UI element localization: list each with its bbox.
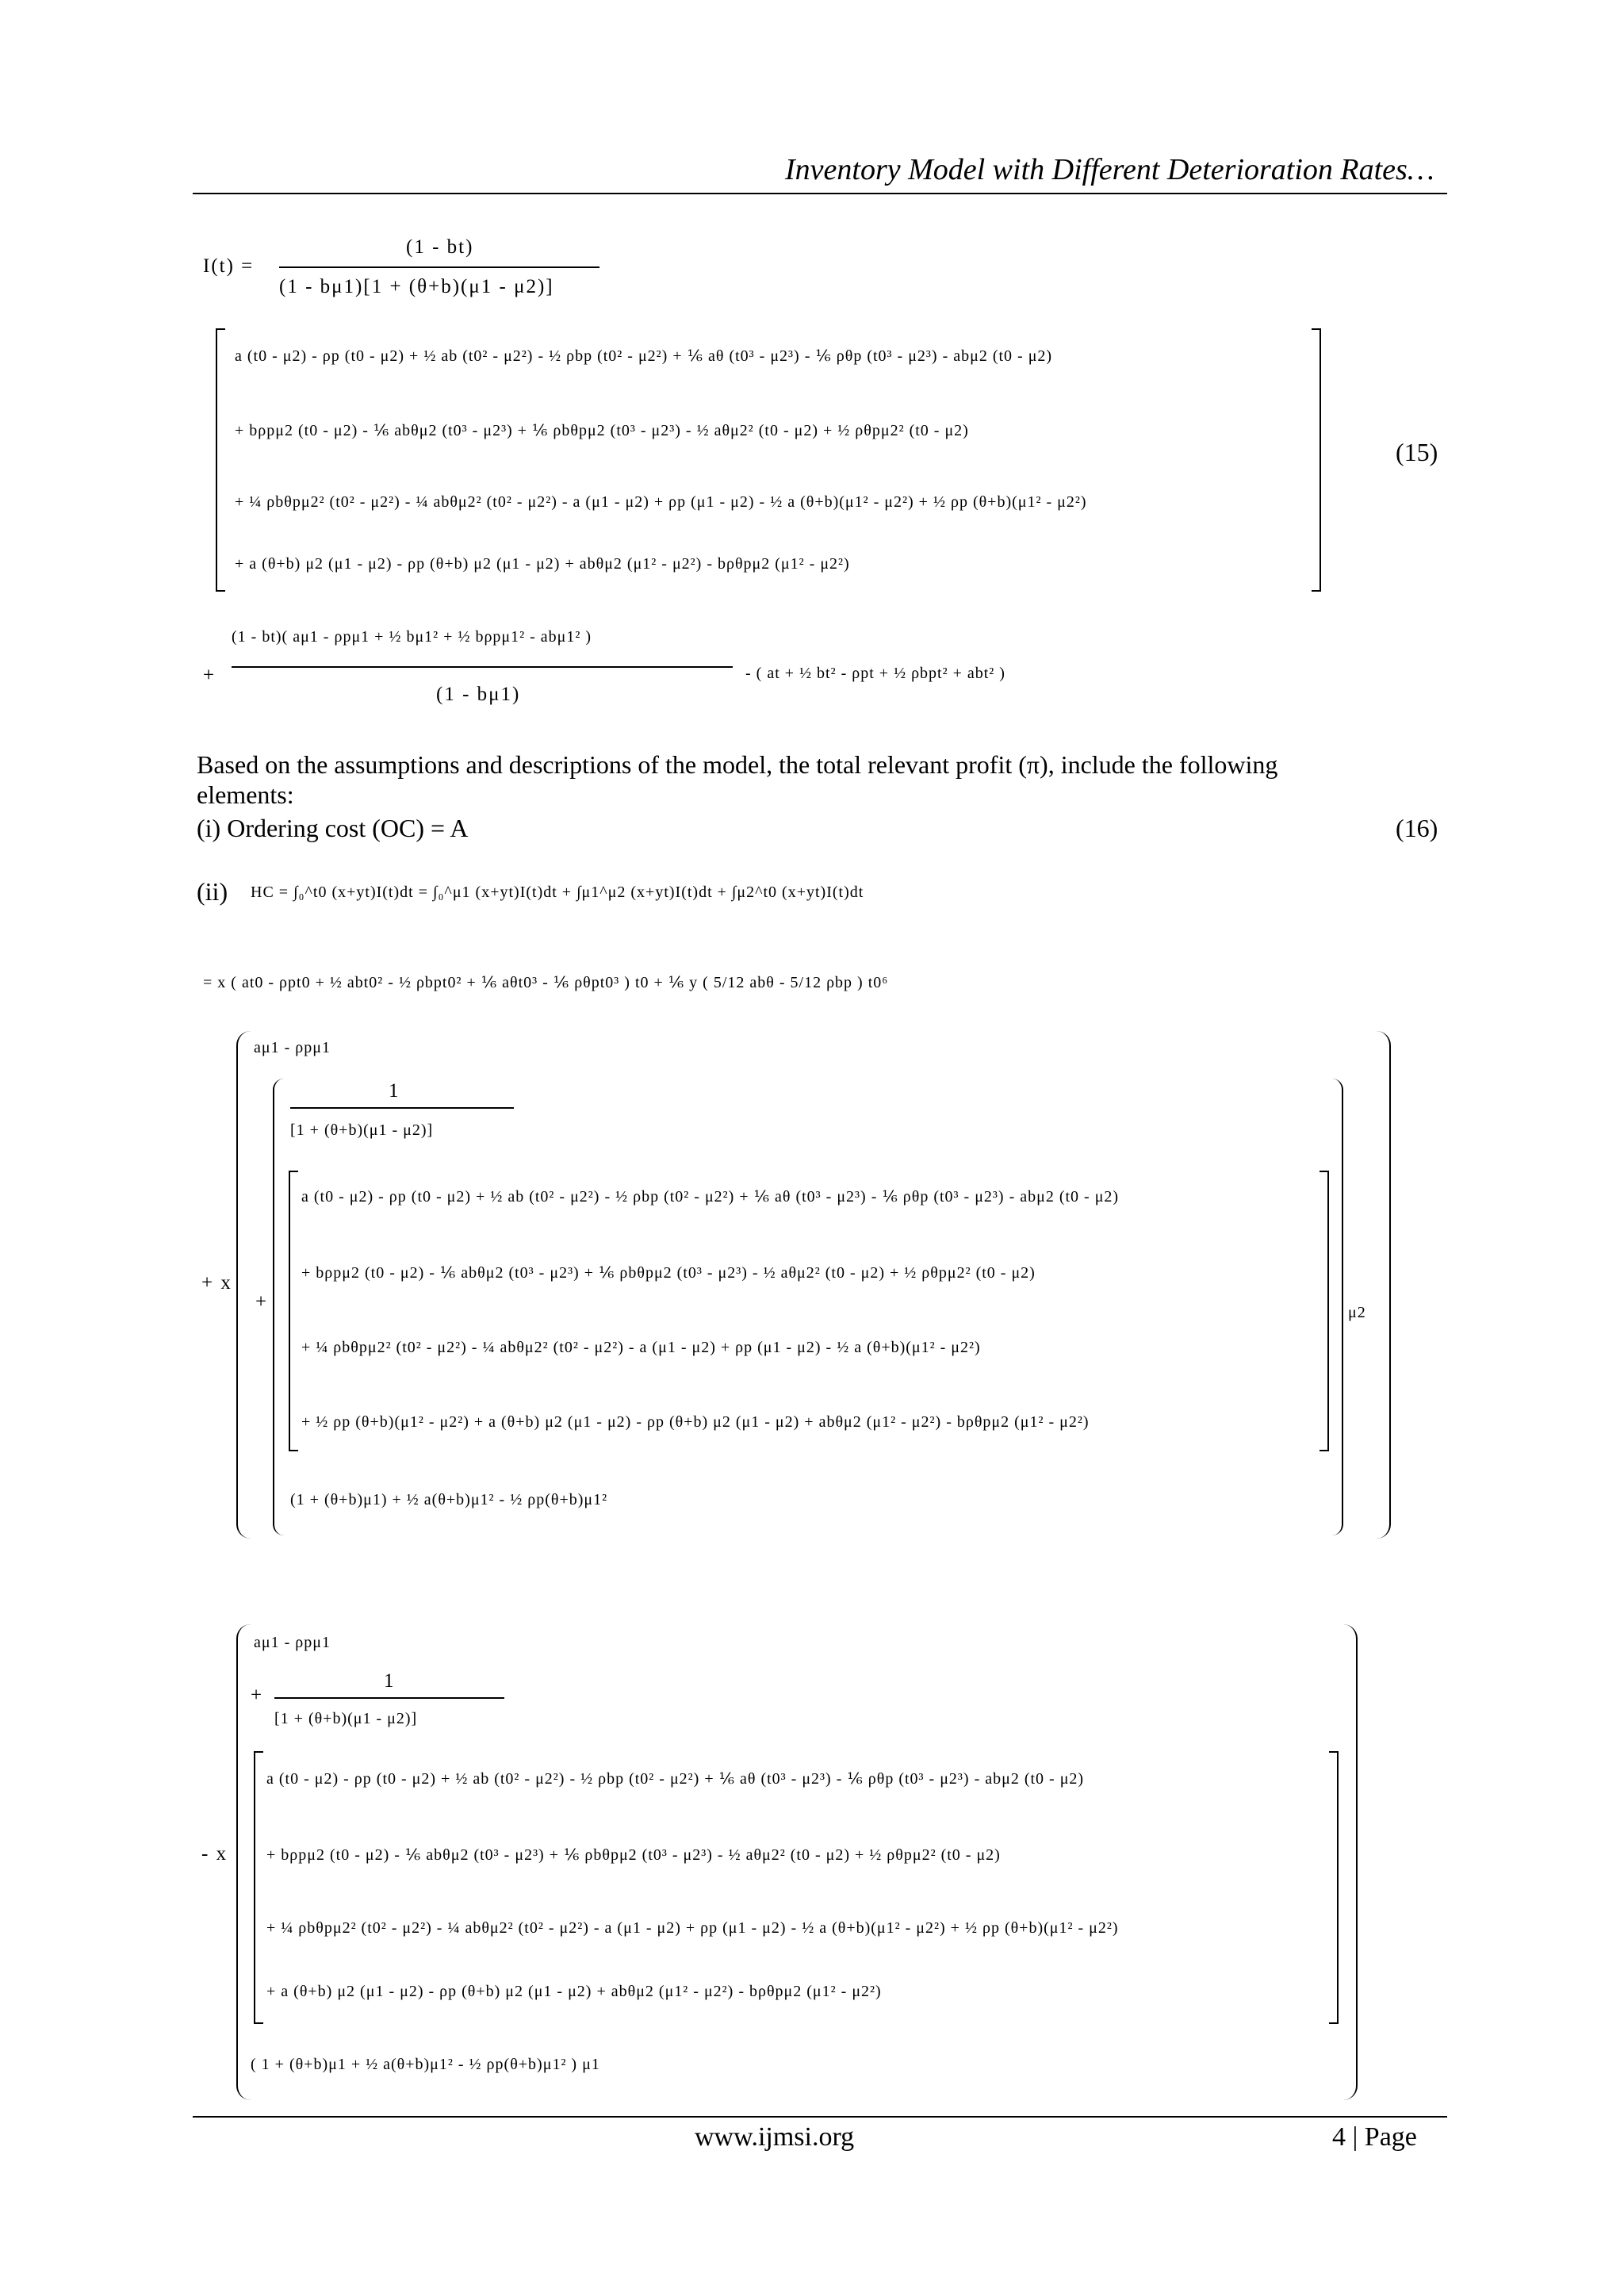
block2-row-4: + a (θ+b) μ2 (μ1 - μ2) - ρp (θ+b) μ2 (μ1 - μ2) + abθμ2 (μ1² - μ2²) - bρθpμ2 (μ1² - μ2²): [266, 1983, 882, 2000]
block2-right-bracket: [1329, 1751, 1339, 2024]
prose-line-2: elements:: [197, 780, 294, 809]
block2-left-bracket: [254, 1751, 263, 2024]
eq15-row-2: + bρpμ2 (t0 - μ2) - ⅙ abθμ2 (t0³ - μ2³) + ⅙ ρbθpμ2 (t0³ - μ2³) - ½ aθμ2² (t0 - μ2) + ½ ρθpμ2² (t0 - μ2): [235, 422, 969, 439]
eq15-left-bracket: [216, 328, 225, 592]
block2-top: aμ1 - ρpμ1: [254, 1634, 331, 1651]
eq15-tail-fraction-line: [232, 666, 733, 668]
block2-plus: +: [251, 1685, 264, 1706]
block1-outer-right-paren: [1377, 1031, 1391, 1539]
block1-left-bracket: [289, 1171, 298, 1451]
eq15-tail-denominator: (1 - bμ1): [436, 684, 521, 705]
running-header: Inventory Model with Different Deterioration Rates…: [785, 153, 1434, 186]
eq15-tail-minus-term: - ( at + ½ bt² - ρpt + ½ ρbpt² + abt² ): [745, 665, 1005, 682]
block1-row-3: + ¼ ρbθpμ2² (t0² - μ2²) - ¼ abθμ2² (t0² - μ2²) - a (μ1 - μ2) + ρp (μ1 - μ2) - ½ a (θ+b)(μ1² - μ2²): [301, 1339, 981, 1356]
block2-frac-line: [274, 1697, 504, 1699]
eq15-number: (15): [1396, 438, 1438, 466]
ordering-cost-item: (i) Ordering cost (OC) = A: [197, 814, 469, 842]
block2-bottom: ( 1 + (θ+b)μ1 + ½ a(θ+b)μ1² - ½ ρp(θ+b)μ1² ) μ1: [251, 2056, 600, 2073]
holding-cost-equation: HC = ∫₀^t0 (x+yt)I(t)dt = ∫₀^μ1 (x+yt)I(t)dt + ∫μ1^μ2 (x+yt)I(t)dt + ∫μ2^t0 (x+yt)I(t)dt: [251, 884, 864, 901]
block1-right-bracket: [1320, 1171, 1329, 1451]
block1-frac-line: [290, 1107, 514, 1109]
eq16-number: (16): [1396, 814, 1438, 842]
holding-cost-label: (ii): [197, 877, 228, 906]
eq15-fraction-line: [279, 266, 599, 268]
block1-bottom: (1 + (θ+b)μ1) + ½ a(θ+b)μ1² - ½ ρp(θ+b)μ1²: [290, 1491, 608, 1508]
eq15-tail-numerator: (1 - bt)( aμ1 - ρpμ1 + ½ bμ1² + ½ bρpμ1² - abμ1² ): [232, 628, 592, 646]
block1-inner-plus: +: [255, 1291, 269, 1313]
eq15-numerator: (1 - bt): [406, 236, 474, 258]
block2-row-1: a (t0 - μ2) - ρp (t0 - μ2) + ½ ab (t0² - μ2²) - ½ ρbp (t0² - μ2²) + ⅙ aθ (t0³ - μ2³) - ⅙ ρθp (t0³ - μ2³) - abμ2 (t0 - μ2): [266, 1770, 1085, 1788]
eq15-row-3: + ¼ ρbθpμ2² (t0² - μ2²) - ¼ abθμ2² (t0² - μ2²) - a (μ1 - μ2) + ρp (μ1 - μ2) - ½ a (θ+b)(μ1² - μ2²) + ½ ρp (θ+b)(μ1² - μ2²): [235, 493, 1087, 511]
eq15-denominator: (1 - bμ1)[1 + (θ+b)(μ1 - μ2)]: [279, 276, 554, 297]
footer-page: 4 | Page: [1332, 2122, 1417, 2152]
footer-rule: [193, 2116, 1447, 2118]
block1-inner-right-paren: [1332, 1079, 1343, 1535]
header-rule: [193, 193, 1447, 194]
block1-inner-left-paren: [273, 1079, 284, 1535]
footer-site: www.ijmsi.org: [695, 2122, 855, 2152]
block2-frac-denominator: [1 + (θ+b)(μ1 - μ2)]: [274, 1710, 418, 1727]
block2-lead: - x: [201, 1843, 228, 1865]
block2-row-2: + bρpμ2 (t0 - μ2) - ⅙ abθμ2 (t0³ - μ2³) + ⅙ ρbθpμ2 (t0³ - μ2³) - ½ aθμ2² (t0 - μ2) + ½ ρθpμ2² (t0 - μ2): [266, 1846, 1001, 1864]
block1-row-1: a (t0 - μ2) - ρp (t0 - μ2) + ½ ab (t0² - μ2²) - ½ ρbp (t0² - μ2²) + ⅙ aθ (t0³ - μ2³) - ⅙ ρθp (t0³ - μ2³) - abμ2 (t0 - μ2): [301, 1188, 1120, 1205]
block1-row-4: + ½ ρp (θ+b)(μ1² - μ2²) + a (θ+b) μ2 (μ1 - μ2) - ρp (θ+b) μ2 (μ1 - μ2) + abθμ2 (μ1² - μ2²) - bρθpμ2 (μ1² - μ2²): [301, 1413, 1090, 1431]
eq15-lhs: I(t) =: [203, 255, 255, 277]
block1-frac-denominator: [1 + (θ+b)(μ1 - μ2)]: [290, 1121, 434, 1139]
block2-outer-left-paren: [236, 1624, 251, 2100]
block1-lead: + x: [201, 1272, 232, 1294]
block2-row-3: + ¼ ρbθpμ2² (t0² - μ2²) - ¼ abθμ2² (t0² - μ2²) - a (μ1 - μ2) + ρp (μ1 - μ2) - ½ a (θ+b)(μ1² - μ2²) + ½ ρp (θ+b)(μ1² - μ2²): [266, 1919, 1119, 1937]
block1-row-2: + bρpμ2 (t0 - μ2) - ⅙ abθμ2 (t0³ - μ2³) + ⅙ ρbθpμ2 (t0³ - μ2³) - ½ aθμ2² (t0 - μ2) + ½ ρθpμ2² (t0 - μ2): [301, 1264, 1036, 1282]
eq15-row-1: a (t0 - μ2) - ρp (t0 - μ2) + ½ ab (t0² - μ2²) - ½ ρbp (t0² - μ2²) + ⅙ aθ (t0³ - μ2³) - ⅙ ρθp (t0³ - μ2³) - abμ2 (t0 - μ2): [235, 347, 1053, 365]
block2-outer-right-paren: [1343, 1624, 1358, 2100]
block1-top: aμ1 - ρpμ1: [254, 1039, 331, 1056]
block2-frac-numerator: 1: [384, 1670, 396, 1692]
eq15-tail-plus: +: [203, 665, 216, 686]
block1-outer-left-paren: [236, 1031, 251, 1539]
block1-suffix: μ2: [1348, 1304, 1366, 1321]
block1-frac-numerator: 1: [389, 1080, 400, 1102]
eq15-right-bracket: [1312, 328, 1321, 592]
hc-line-1: = x ( at0 - ρpt0 + ½ abt0² - ½ ρbpt0² + ⅙ aθt0³ - ⅙ ρθpt0³ ) t0 + ⅙ y ( 5/12 abθ - 5/12 ρbp ) t0⁶: [203, 974, 889, 991]
prose-line-1: Based on the assumptions and descriptions of the model, the total relevant profit (π), include the following: [197, 750, 1278, 779]
eq15-row-4: + a (θ+b) μ2 (μ1 - μ2) - ρp (θ+b) μ2 (μ1 - μ2) + abθμ2 (μ1² - μ2²) - bρθpμ2 (μ1² - μ2²): [235, 555, 850, 573]
